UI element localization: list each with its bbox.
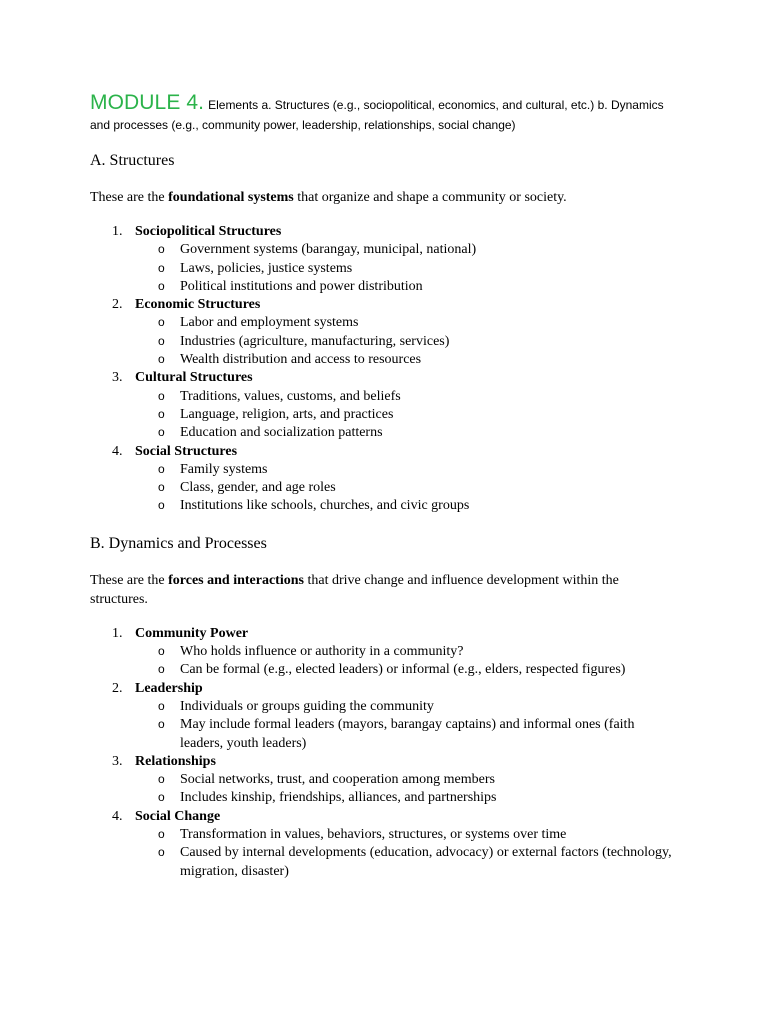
- sub-list-item: [135, 844, 680, 881]
- list-item-title: Leadership: [135, 680, 203, 696]
- list-item: [90, 625, 680, 680]
- sub-list-item: [135, 716, 680, 753]
- sub-list-item-text: Wealth distribution and access to resources: [180, 352, 422, 368]
- list-number: 4.: [112, 808, 123, 824]
- section-a-intro: These are the foundational systems that organize and shape a community or society.: [90, 190, 567, 205]
- sub-list-item-text: Can be formal (e.g., elected leaders) or informal (e.g., elders, respected figures): [180, 662, 626, 678]
- section-a-intro-bold: foundational systems: [168, 190, 294, 205]
- sub-list-item-text: Class, gender, and age roles: [180, 480, 336, 496]
- bullet-icon: o: [158, 498, 165, 513]
- list-number: 2.: [112, 680, 123, 696]
- list-item-title: Sociopolitical Structures: [135, 224, 282, 239]
- sub-list: [135, 461, 680, 516]
- sub-list: [135, 314, 680, 369]
- bullet-icon: o: [158, 461, 165, 476]
- sub-list-item: [135, 497, 680, 515]
- sub-list-item: [135, 479, 680, 497]
- bullet-icon: o: [158, 315, 165, 330]
- module-description: Elements a. Structures (e.g., sociopolitical, economics, and cultural, etc.) b. Dynamics and processes (e.g., community power, leadership, relationships, social change): [90, 98, 664, 132]
- sub-list-item: [135, 424, 680, 442]
- bullet-icon: o: [158, 480, 165, 495]
- sub-list-item-text: Institutions like schools, churches, and civic groups: [180, 498, 470, 514]
- bullet-icon: o: [158, 242, 165, 257]
- sub-list-item-text: Caused by internal developments (education, advocacy) or external factors (technology, migration, disaster): [180, 845, 672, 879]
- sub-list-item: [135, 461, 680, 479]
- sub-list-item: [135, 278, 680, 296]
- sub-list-item: [135, 698, 680, 716]
- list-item-title: Social Change: [135, 808, 221, 824]
- bullet-icon: o: [158, 790, 165, 805]
- bullet-icon: o: [158, 425, 165, 440]
- document-page: [90, 93, 680, 881]
- bullet-icon: o: [158, 333, 165, 348]
- bullet-icon: o: [158, 827, 165, 842]
- sub-list-item: [135, 260, 680, 278]
- sub-list-item-text: Political institutions and power distribution: [180, 278, 423, 294]
- sub-list-item-text: Language, religion, arts, and practices: [180, 406, 394, 422]
- list-item: [90, 296, 680, 369]
- bullet-icon: o: [158, 352, 165, 367]
- list-item-title: Relationships: [135, 753, 216, 769]
- sub-list-item: [135, 314, 680, 332]
- bullet-icon: o: [158, 260, 165, 275]
- sub-list-item-text: Government systems (barangay, municipal, national): [180, 242, 477, 258]
- list-number: 1.: [112, 224, 123, 239]
- sub-list-item-text: Individuals or groups guiding the community: [180, 698, 434, 714]
- list-item-title: Community Power: [135, 625, 249, 641]
- bullet-icon: o: [158, 845, 165, 860]
- sub-list-item: [135, 351, 680, 369]
- list-number: 3.: [112, 370, 123, 386]
- sub-list-item: [135, 789, 680, 807]
- sub-list-item: [135, 241, 680, 259]
- list-item-title: Economic Structures: [135, 297, 261, 313]
- list-item-title: Social Structures: [135, 443, 238, 459]
- bullet-icon: o: [158, 772, 165, 787]
- bullet-icon: o: [158, 662, 165, 677]
- list-item: [90, 223, 680, 296]
- sub-list-item-text: May include formal leaders (mayors, barangay captains) and informal ones (faith leaders, youth leaders): [180, 717, 635, 751]
- dynamics-list: [90, 625, 680, 881]
- sub-list: [135, 643, 680, 680]
- bullet-icon: o: [158, 698, 165, 713]
- list-item-title: Cultural Structures: [135, 370, 253, 386]
- bullet-icon: o: [158, 388, 165, 403]
- sub-list-item-text: Family systems: [180, 461, 268, 477]
- bullet-icon: o: [158, 717, 165, 732]
- sub-list-item: [135, 661, 680, 679]
- list-item: [90, 753, 680, 808]
- sub-list: [135, 698, 680, 753]
- module-title: MODULE 4.: [90, 91, 205, 114]
- section-b-intro-bold: forces and interactions: [168, 572, 304, 588]
- sub-list-item-text: Transformation in values, behaviors, structures, or systems over time: [180, 827, 567, 843]
- sub-list-item: [135, 826, 680, 844]
- sub-list: [135, 388, 680, 443]
- sub-list-item-text: Labor and employment systems: [180, 315, 359, 331]
- list-number: 1.: [112, 625, 123, 641]
- sub-list-item-text: Includes kinship, friendships, alliances, and partnerships: [180, 790, 497, 806]
- list-item: [90, 443, 680, 516]
- sub-list: [135, 771, 680, 808]
- sub-list: [135, 241, 680, 296]
- bullet-icon: o: [158, 644, 165, 659]
- module-header: [90, 93, 680, 135]
- bullet-icon: o: [158, 278, 165, 293]
- sub-list-item-text: Traditions, values, customs, and beliefs: [180, 388, 401, 404]
- sub-list-item: [135, 406, 680, 424]
- section-a-heading: A. Structures: [90, 152, 175, 169]
- sub-list-item-text: Industries (agriculture, manufacturing, services): [180, 333, 450, 349]
- structures-list: [90, 223, 680, 516]
- list-number: 2.: [112, 297, 123, 313]
- sub-list-item: [135, 771, 680, 789]
- section-b-heading: B. Dynamics and Processes: [90, 534, 267, 552]
- list-number: 4.: [112, 443, 123, 459]
- sub-list-item-text: Education and socialization patterns: [180, 425, 383, 441]
- sub-list-item-text: Social networks, trust, and cooperation among members: [180, 772, 495, 788]
- sub-list-item: [135, 643, 680, 661]
- sub-list-item-text: Laws, policies, justice systems: [180, 260, 353, 276]
- section-b-intro: These are the forces and interactions that drive change and influence development within the structures.: [90, 572, 619, 607]
- sub-list-item: [135, 388, 680, 406]
- list-item: [90, 680, 680, 753]
- list-item: [90, 369, 680, 442]
- sub-list-item: [135, 333, 680, 351]
- list-item: [90, 808, 680, 881]
- bullet-icon: o: [158, 406, 165, 421]
- sub-list: [135, 826, 680, 881]
- sub-list-item-text: Who holds influence or authority in a community?: [180, 644, 464, 660]
- list-number: 3.: [112, 753, 123, 769]
